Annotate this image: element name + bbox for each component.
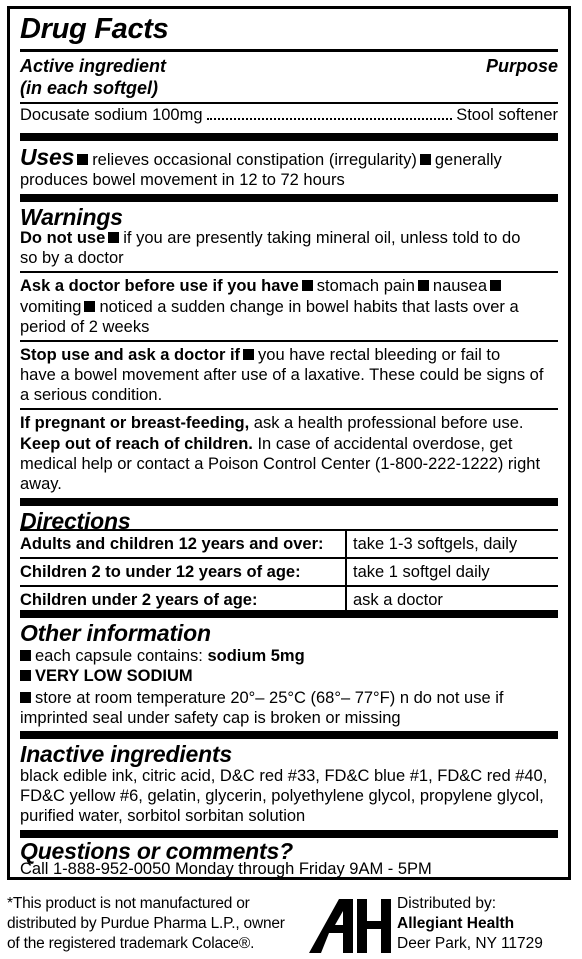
ask-doctor-line-1 [20,276,558,296]
stop-use-line-1 [20,345,558,365]
active-heading-2: (in each softgel) [20,78,159,98]
table-row [20,558,558,586]
keep-out-text-1: In case of accidental overdose, get [257,435,513,453]
ask-item-2: nausea [432,277,488,295]
other-line-4: imprinted seal under safety cap is broken or missing [20,709,401,727]
other-line-3 [20,688,558,708]
warnings-rule [20,408,558,410]
other-line-1 [20,646,558,666]
bullet-square-icon [84,301,95,312]
uses-item-2a: generally [434,151,502,169]
directions-dose: take 1-3 softgels, daily [346,530,558,558]
distributor-city: Deer Park, NY 11729 [397,935,543,952]
directions-who: Children 2 to under 12 years of age: [20,558,346,586]
ask-doctor-line-2 [20,297,558,317]
warnings-rule [20,271,558,273]
disclaimer-line-3: of the registered trademark Colace®. [7,935,255,952]
section-divider [20,498,558,506]
keep-out-line-3: away. [20,475,62,493]
inactive-heading: Inactive ingredients [20,741,233,767]
directions-table [20,529,558,613]
directions-dose: ask a doctor [346,586,558,613]
inactive-line-2: FD&C yellow #6, gelatin, glycerin, polyethylene glycol, propylene glycol, [20,787,544,805]
active-heading-1: Active ingredient [20,56,167,76]
uses-heading: Uses [20,144,75,170]
leader-dots [207,118,453,120]
do-not-use-line-1 [20,228,558,248]
do-not-use-label: Do not use [20,229,106,247]
stop-use-line-2: have a bowel movement after use of a laxative. These could be signs of [20,366,544,384]
questions-heading: Questions or comments? [20,838,293,864]
directions-who: Children under 2 years of age: [20,586,346,613]
active-ingredient-row [20,105,558,125]
pregnant-label: If pregnant or breast-feeding, [20,414,250,432]
warnings-heading: Warnings [20,204,123,230]
other-line-2 [20,666,558,686]
ask-doctor-label: Ask a doctor before use if you have [20,277,299,295]
do-not-use-text: if you are presently taking mineral oil, unless told to do [123,229,521,247]
other-capsule-text: each capsule contains: [35,647,203,665]
keep-out-line-1 [20,434,558,454]
stop-use-text-1: you have rectal bleeding or fail to [258,346,501,364]
section-divider [20,731,558,739]
inactive-line-3: purified water, sorbitol sorbitan solution [20,807,306,825]
table-row [20,530,558,558]
warnings-rule [20,340,558,342]
disclaimer [7,894,285,954]
drug-facts-title: Drug Facts [20,13,169,45]
bullet-square-icon [418,280,429,291]
distributor [397,894,543,954]
keep-out-label: Keep out of reach of children. [20,435,253,453]
ask-doctor-line-3: period of 2 weeks [20,318,150,336]
footer [7,888,575,956]
other-storage-text: store at room temperature 20°– 25°C (68°– 77°F) n do not use if [35,689,504,707]
directions-heading: Directions [20,508,131,534]
other-heading: Other information [20,620,211,646]
section-divider [20,194,558,202]
section-divider [20,830,558,838]
active-ingredient: Docusate sodium 100mg [20,106,203,124]
uses-item-2b: produces bowel movement in 12 to 72 hours [20,171,345,189]
uses-item-1: relieves occasional constipation (irregularity) [92,151,417,169]
uses-line-1 [20,144,558,170]
purpose-heading: Purpose [485,56,558,76]
active-rule [20,102,558,104]
inactive-line-1: black edible ink, citric acid, D&C red #33, FD&C blue #1, FD&C red #40, [20,767,548,785]
other-low-sodium: VERY LOW SODIUM [35,667,193,685]
bullet-square-icon [20,670,31,681]
drug-facts-panel [7,6,571,880]
other-sodium-value: sodium 5mg [207,647,305,665]
section-divider [20,133,558,141]
ah-monogram-logo-icon [309,897,393,953]
do-not-use-line-2: so by a doctor [20,249,124,267]
distributor-name: Allegiant Health [397,915,515,932]
pregnant-text: ask a health professional before use. [253,414,524,432]
title-rule [20,49,558,52]
bullet-square-icon [420,154,431,165]
directions-dose: take 1 softgel daily [346,558,558,586]
bullet-square-icon [77,154,88,165]
questions-text: Call 1-888-952-0050 Monday through Friday 9AM - 5PM [20,860,432,878]
section-divider [20,610,558,618]
bullet-square-icon [20,650,31,661]
bullet-square-icon [108,232,119,243]
bullet-square-icon [243,349,254,360]
disclaimer-line-2: distributed by Purdue Pharma L.P., owner [7,915,285,932]
ask-item-4a: noticed a sudden change in bowel habits that lasts over a [99,298,519,316]
active-purpose: Stool softener [456,106,558,124]
bullet-square-icon [20,692,31,703]
pregnant-line [20,413,558,433]
bullet-square-icon [302,280,313,291]
disclaimer-line-1: *This product is not manufactured or [7,895,250,912]
stop-use-line-3: a serious condition. [20,386,163,404]
table-row [20,586,558,613]
ask-item-3: vomiting [20,298,82,316]
directions-table-wrap [20,529,558,613]
bullet-square-icon [490,280,501,291]
directions-who: Adults and children 12 years and over: [20,530,346,558]
ask-item-1: stomach pain [316,277,415,295]
distributor-label: Distributed by: [397,895,497,912]
keep-out-line-2: medical help or contact a Poison Control Center (1-800-222-1222) right [20,455,541,473]
stop-use-label: Stop use and ask a doctor if [20,346,241,364]
